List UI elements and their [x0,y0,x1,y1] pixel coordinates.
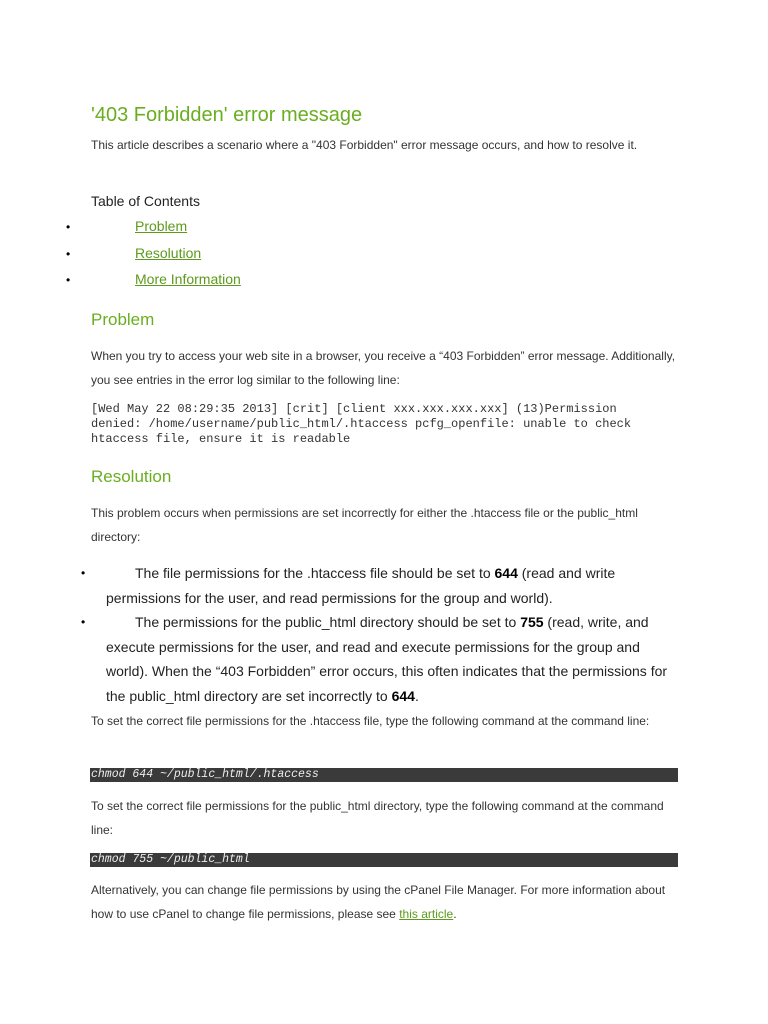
resolution-heading: Resolution [91,467,172,486]
bullet-icon: • [81,566,86,580]
bullet-icon: • [66,246,71,261]
this-article-link[interactable]: this article [399,907,454,921]
resolution-paragraph: This problem occurs when permissions are set incorrectly for either the .htaccess file or the public_html directory: [91,506,638,544]
list-item-htaccess-permissions [0,561,676,610]
directory-instruction: To set the correct file permissions for the public_html directory, type the following command at the command line: [91,799,664,837]
page-title: '403 Forbidden' error message [91,104,363,126]
directory-command-block [90,853,678,867]
toc-link-more-information[interactable]: More Information [135,271,241,287]
problem-heading: Problem [91,310,155,329]
list-item-text: The file permissions for the .htaccess file should be set to 644 (read and write permissions for the user, and read permissions for the group and world). [106,565,616,606]
alternative-paragraph: Alternatively, you can change file permissions by using the cPanel File Manager. For more information about how to use cPanel to change file permissions, please see this article. [91,883,666,921]
toc-link-resolution[interactable]: Resolution [135,244,202,261]
htaccess-instruction: To set the correct file permissions for the .htaccess file, type the following command at the command line: [91,714,650,728]
problem-paragraph: When you try to access your web site in a browser, you receive a “403 Forbidden” error message. Additionally, you see entries in the error log similar to the following line: [91,349,676,387]
permission-value: 755 [520,614,544,630]
bullet-icon: • [66,273,71,287]
toc-link-problem[interactable]: Problem [135,218,188,234]
error-log-excerpt: [Wed May 22 08:29:35 2013] [crit] [client xxx.xxx.xxx.xxx] (13)Permission denied: /home/username/public_html/.htaccess pcfg_openfile: unable to check htaccess file, ensure it is readable [91,402,632,446]
htaccess-command-block [90,768,678,782]
directory-command: chmod 755 ~/public_html [91,853,250,866]
list-item-text: The permissions for the public_html directory should be set to 755 (read, write, and execute permissions for the user, and read and execute permissions for the group and world). When the “403 Forbidden” error occurs, this often indicates that the permissions for the public_html directory are set incorrectly to 644. [106,614,668,704]
bullet-icon: • [66,220,71,234]
intro-paragraph: This article describes a scenario where a "403 Forbidden" error message occurs, and how to resolve it. [91,138,638,152]
permission-value: 644 [391,687,415,704]
list-item-directory-permissions [0,610,676,708]
permissions-list [0,561,700,708]
htaccess-command: chmod 644 ~/public_html/.htaccess [91,768,319,781]
bullet-icon: • [81,615,86,629]
toc-label: Table of Contents [91,193,200,209]
permission-value: 644 [494,565,518,581]
